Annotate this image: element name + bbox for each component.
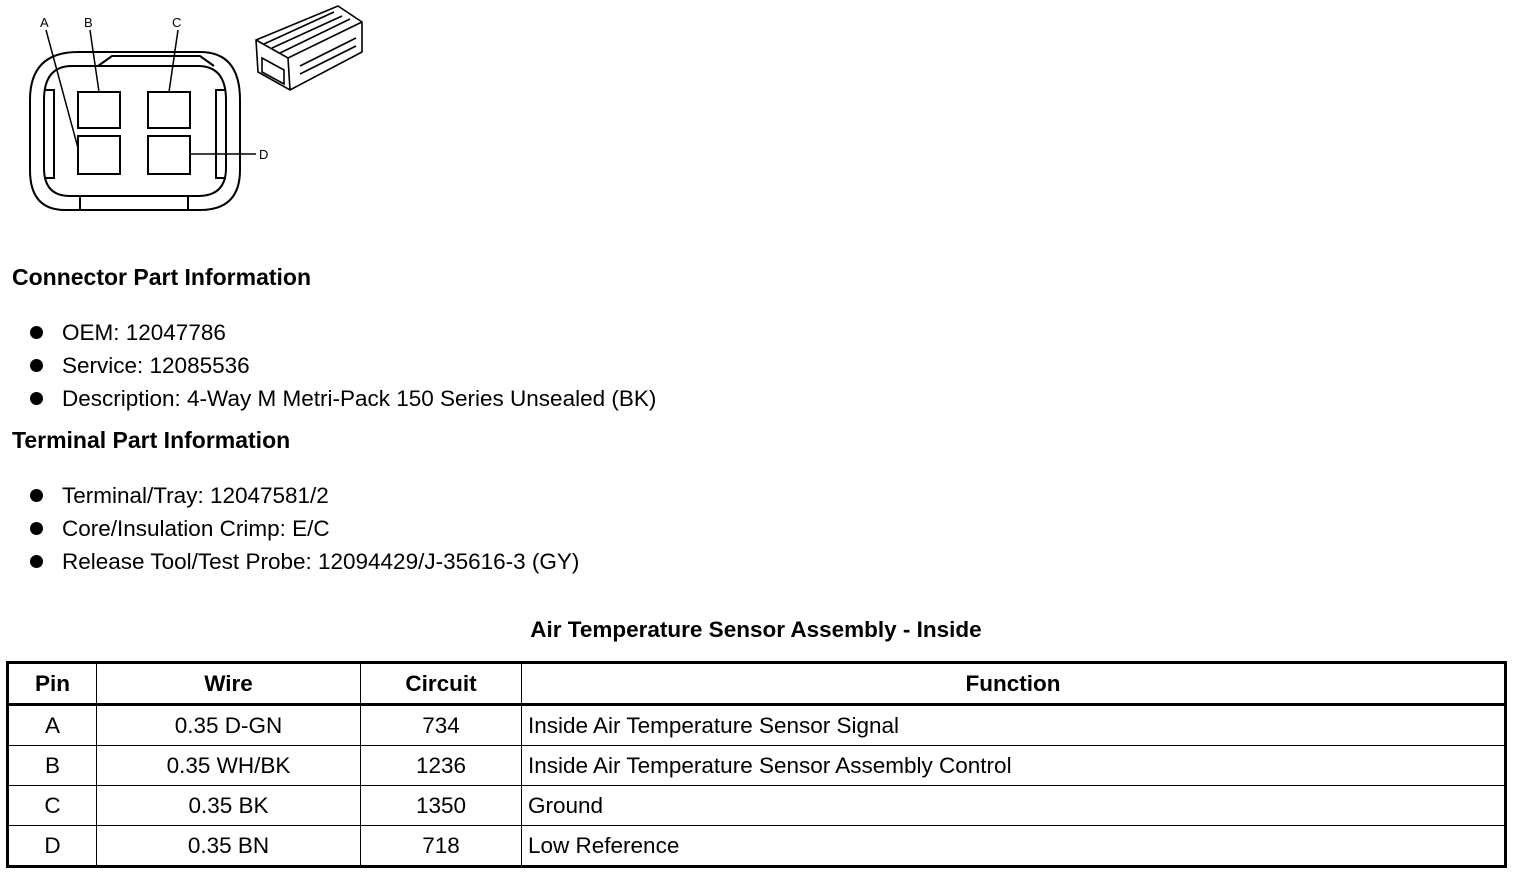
list-item: [28, 512, 579, 545]
connector-part-info-list: [28, 316, 656, 415]
connector-isometric-icon: [256, 0, 362, 90]
cavity-a: [78, 136, 120, 174]
cell-wire: 0.35 WH/BK: [97, 746, 361, 786]
cell-circuit: 734: [361, 705, 522, 746]
list-item: [28, 316, 656, 349]
pin-label-b: B: [84, 15, 93, 30]
cell-wire: 0.35 BK: [97, 786, 361, 826]
list-item: [28, 382, 656, 415]
terminal-part-info-heading: Terminal Part Information: [12, 427, 291, 453]
table-header-row: [8, 663, 1506, 705]
pin-table: [6, 661, 1507, 868]
cell-function: Low Reference: [522, 826, 1506, 867]
table-row: [8, 826, 1506, 867]
cell-wire: 0.35 D-GN: [97, 705, 361, 746]
cavity-a-b: [78, 92, 120, 128]
bullet-icon: [30, 392, 43, 405]
bullet-icon: [30, 359, 43, 372]
pin-label-d: D: [259, 147, 269, 162]
table-row: [8, 705, 1506, 746]
cell-pin: C: [8, 786, 97, 826]
table-row: [8, 746, 1506, 786]
list-item-text: Service: 12085536: [62, 353, 250, 378]
list-item-text: Release Tool/Test Probe: 12094429/J-35616-3 (GY): [62, 549, 580, 574]
cell-pin: D: [8, 826, 97, 867]
cavity-c: [148, 92, 190, 128]
cavity-d: [148, 136, 190, 174]
header-circuit: Circuit: [361, 663, 522, 705]
connector-latch: [98, 56, 214, 66]
bullet-icon: [30, 555, 43, 568]
cell-pin: B: [8, 746, 97, 786]
connector-diagram: [0, 0, 380, 225]
connector-part-info-heading: Connector Part Information: [12, 264, 312, 290]
connector-key: [80, 196, 188, 210]
cell-pin: A: [8, 705, 97, 746]
connector-housing-inner: [44, 66, 226, 196]
cell-function: Ground: [522, 786, 1506, 826]
list-item-text: OEM: 12047786: [62, 320, 226, 345]
cell-function: Inside Air Temperature Sensor Assembly Control: [522, 746, 1506, 786]
list-item-text: Description: 4-Way M Metri-Pack 150 Series Unsealed (BK): [62, 386, 657, 411]
connector-housing-outer: [30, 52, 240, 210]
cell-circuit: 1236: [361, 746, 522, 786]
bullet-icon: [30, 522, 43, 535]
header-function: Function: [522, 663, 1506, 705]
bullet-icon: [30, 489, 43, 502]
header-wire: Wire: [97, 663, 361, 705]
list-item: [28, 479, 579, 512]
cell-circuit: 718: [361, 826, 522, 867]
terminal-part-info-list: [28, 479, 579, 578]
cell-wire: 0.35 BN: [97, 826, 361, 867]
list-item-text: Terminal/Tray: 12047581/2: [62, 483, 329, 508]
table-title: Air Temperature Sensor Assembly - Inside: [530, 617, 982, 642]
pin-label-c: C: [172, 15, 182, 30]
list-item: [28, 545, 579, 578]
list-item: [28, 349, 656, 382]
header-pin: Pin: [8, 663, 97, 705]
list-item-text: Core/Insulation Crimp: E/C: [62, 516, 330, 541]
cell-circuit: 1350: [361, 786, 522, 826]
cell-function: Inside Air Temperature Sensor Signal: [522, 705, 1506, 746]
table-row: [8, 786, 1506, 826]
pin-label-a: A: [40, 15, 49, 30]
bullet-icon: [30, 326, 43, 339]
